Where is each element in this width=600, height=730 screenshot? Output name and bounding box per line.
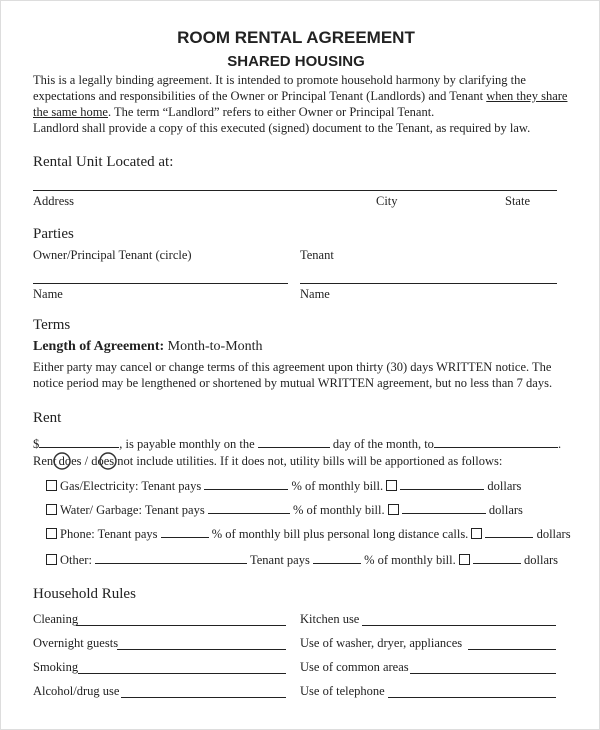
length-label: Length of Agreement:	[33, 339, 165, 354]
tenant-label: Tenant	[300, 248, 334, 262]
intro-text: . The term “Landlord” refers to either Owner or Principal Tenant.	[107, 105, 435, 119]
utility-text: dollars	[485, 503, 523, 517]
utility-text: Tenant pays	[247, 553, 313, 567]
intro-paragraph	[33, 72, 567, 136]
utility-text: Other:	[60, 553, 96, 567]
length-of-agreement	[33, 339, 263, 355]
state-label: State	[505, 194, 530, 208]
telephone-blank[interactable]	[388, 697, 556, 698]
utility-text: Gas/Electricity: Tenant pays	[60, 479, 205, 493]
utility-water-row	[46, 502, 523, 518]
utility-text: dollars	[533, 527, 571, 541]
rule-label-left: Cleaning	[33, 612, 79, 626]
rent-text: .	[557, 437, 562, 451]
overnight-guests-blank[interactable]	[117, 649, 286, 650]
intro-line: This is a legally binding agreement. It is intended to promote household harmony by clarifying the	[33, 73, 526, 87]
parties-heading: Parties	[33, 226, 74, 242]
phone-dollars-blank[interactable]	[485, 526, 533, 538]
rule-label-right: Use of washer, dryer, appliances	[300, 636, 463, 650]
smoking-blank[interactable]	[78, 673, 286, 674]
tenant-name-label: Name	[300, 287, 330, 301]
phone-percent-blank[interactable]	[161, 526, 209, 538]
dollar-sign: $	[33, 437, 40, 451]
rental-unit-heading: Rental Unit Located at:	[33, 154, 174, 170]
water-checkbox[interactable]	[46, 504, 57, 515]
rent-amount-blank[interactable]	[39, 436, 119, 448]
household-rules-heading: Household Rules	[33, 586, 136, 602]
utility-text: % of monthly bill.	[289, 503, 388, 517]
owner-name-line[interactable]	[33, 283, 288, 284]
document-title: ROOM RENTAL AGREEMENT	[177, 28, 415, 47]
rent-payee-blank[interactable]	[434, 436, 558, 448]
city-label: City	[376, 194, 398, 208]
utility-gas-row	[46, 478, 521, 494]
common-areas-blank[interactable]	[410, 673, 556, 674]
gas-checkbox[interactable]	[46, 480, 57, 491]
terms-line: Either party may cancel or change terms of this agreement upon thirty (30) days WRITTEN notice. The	[33, 360, 552, 374]
terms-line: notice period may be lengthened or shortened by mutual WRITTEN agreement, but no less than 7 days.	[33, 376, 553, 390]
address-label: Address	[33, 194, 74, 208]
intro-line: Landlord shall provide a copy of this executed (signed) document to the Tenant, as required by law.	[33, 121, 531, 135]
circle-mark-does-not[interactable]	[100, 453, 116, 469]
owner-name-label: Name	[33, 287, 63, 301]
rent-heading: Rent	[33, 410, 62, 426]
other-description-blank[interactable]	[95, 552, 247, 564]
washer-blank[interactable]	[468, 649, 556, 650]
utility-text: % of monthly bill plus personal long distance calls.	[208, 527, 472, 541]
rule-label-left: Overnight guests	[33, 636, 119, 650]
other-checkbox[interactable]	[46, 554, 57, 565]
intro-line	[33, 88, 567, 104]
document-subtitle: SHARED HOUSING	[227, 53, 365, 70]
intro-text: expectations and responsibilities of the Owner or Principal Tenant (Landlords) and Tenant	[33, 89, 487, 103]
water-percent-blank[interactable]	[208, 502, 290, 514]
other-dollars-blank[interactable]	[473, 552, 521, 564]
owner-label: Owner/Principal Tenant (circle)	[33, 248, 192, 262]
phone-dollars-checkbox[interactable]	[471, 528, 482, 539]
alcohol-blank[interactable]	[121, 697, 286, 698]
terms-heading: Terms	[33, 317, 71, 333]
intro-underlined: the same home	[33, 105, 108, 119]
rule-label-right: Kitchen use	[300, 612, 360, 626]
kitchen-blank[interactable]	[362, 625, 556, 626]
phone-checkbox[interactable]	[46, 528, 57, 539]
other-dollars-checkbox[interactable]	[459, 554, 470, 565]
rent-text: does not include utilities. If it does not, utility bills will be apportioned as follows:	[91, 454, 503, 468]
circle-marks	[50, 450, 125, 474]
water-dollars-blank[interactable]	[402, 502, 486, 514]
utility-text: % of monthly bill.	[360, 553, 459, 567]
utility-other-row	[46, 552, 558, 568]
cleaning-blank[interactable]	[76, 625, 286, 626]
utility-phone-row	[46, 526, 571, 542]
intro-underlined: when they share	[486, 89, 568, 103]
rent-text: , is payable monthly on the	[119, 437, 258, 451]
gas-dollars-blank[interactable]	[400, 478, 484, 490]
utility-text: Water/ Garbage: Tenant pays	[60, 503, 208, 517]
rule-label-right: Use of common areas	[300, 660, 409, 674]
rent-text: Rent	[33, 454, 57, 468]
utility-text: dollars	[484, 479, 522, 493]
other-percent-blank[interactable]	[313, 552, 361, 564]
length-value: Month-to-Month	[164, 339, 263, 354]
gas-dollars-checkbox[interactable]	[386, 480, 397, 491]
rent-text: does /	[58, 454, 89, 468]
utility-text: Phone: Tenant pays	[60, 527, 161, 541]
rule-label-left: Alcohol/drug use	[33, 684, 120, 698]
circle-mark-does[interactable]	[54, 453, 70, 469]
utility-text: dollars	[520, 553, 559, 567]
rent-text: day of the month, to	[329, 437, 434, 451]
gas-percent-blank[interactable]	[204, 478, 288, 490]
water-dollars-checkbox[interactable]	[388, 504, 399, 515]
address-field-line[interactable]	[33, 190, 557, 191]
intro-line	[33, 104, 567, 120]
rent-day-blank[interactable]	[258, 436, 330, 448]
utility-text: % of monthly bill.	[288, 479, 387, 493]
tenant-name-line[interactable]	[300, 283, 557, 284]
terms-paragraph	[33, 359, 552, 391]
rule-label-left: Smoking	[33, 660, 79, 674]
rule-label-right: Use of telephone	[300, 684, 385, 698]
